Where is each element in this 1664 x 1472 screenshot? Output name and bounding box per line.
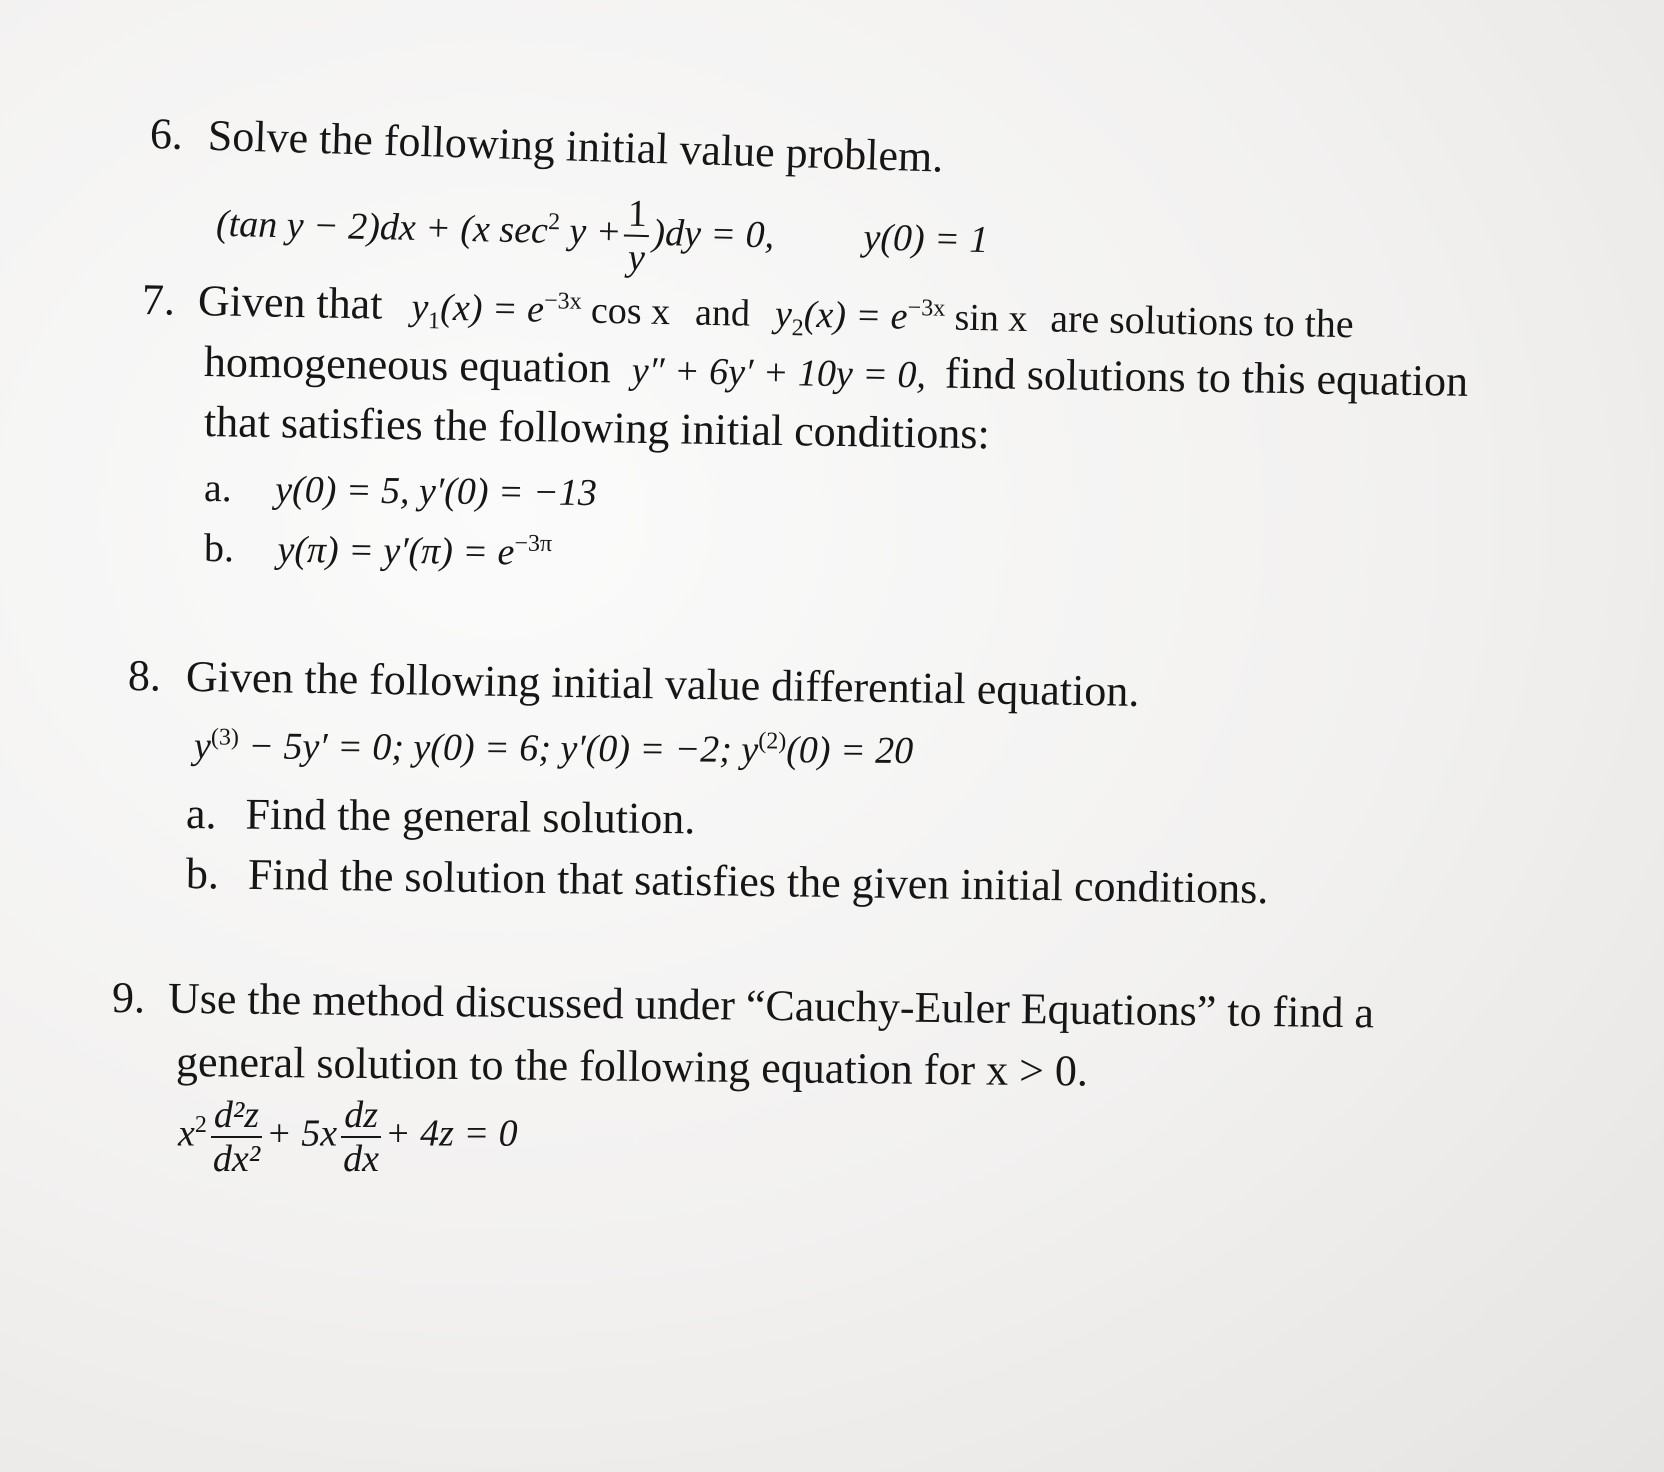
problem-7-y1-sub: 1 (427, 308, 441, 335)
problem-8-number: 8. (127, 651, 162, 701)
problem-7-and: and (694, 291, 751, 335)
problem-8-part-a (186, 786, 696, 846)
problem-7-y2-label: y (774, 293, 793, 336)
problem-9-fraction-1 (210, 1096, 263, 1178)
problem-6-eq-post: )dy = 0, (651, 211, 775, 257)
problem-8-b-label: b. (185, 849, 220, 899)
problem-8-eq-a-sup: (3) (210, 724, 240, 751)
problem-9-fraction-2 (340, 1096, 382, 1178)
problem-7-part-b (204, 524, 553, 575)
problem-8-b-text: Find the solution that satisfies the given initial conditions. (247, 849, 1269, 914)
problem-7-y2-tail: sin x (944, 296, 1028, 340)
problem-8-a-label: a. (185, 789, 217, 839)
problem-7-y1-exp: −3x (543, 288, 582, 315)
problem-7-number: 7. (141, 275, 176, 325)
problem-9-number: 9. (111, 973, 146, 1023)
problem-7-a-label: a. (203, 465, 232, 511)
problem-8-prompt: Given the following initial value differential equation. (185, 651, 1140, 716)
problem-8-equation (194, 724, 913, 773)
problem-7-y2-eq: (x) = e (803, 293, 908, 338)
problem-9-line2: general solution to the following equation for x > 0. (175, 1037, 1089, 1096)
problem-7-y2-sub: 2 (791, 315, 804, 342)
problem-8-part-b (186, 846, 1269, 916)
problem-6-number: 6. (149, 109, 184, 159)
problem-7-line-3 (204, 394, 991, 461)
problem-6-fraction (624, 192, 651, 279)
problem-6-eq-mid: y + (559, 209, 622, 254)
problem-7-y2-exp: −3x (907, 295, 946, 322)
problem-6-condition: y(0) = 1 (863, 216, 989, 261)
problem-6-eq-sup: 2 (547, 209, 561, 236)
problem-9-equation (178, 1096, 518, 1178)
problem-6-prompt: Solve the following initial value problem. (207, 110, 945, 182)
problem-7-line2-post: find solutions to this equation (944, 348, 1469, 406)
problem-7-b-eq: y(π) = y′(π) = e (277, 528, 515, 574)
problem-7-y1-eq: (x) = e (439, 286, 545, 331)
problem-7-line1-post: are solutions to the (1050, 295, 1355, 347)
problem-9-frac2-num: dz (341, 1096, 381, 1138)
problem-6-equation (215, 186, 989, 284)
problem-9-line1: Use the method discussed under “Cauchy-Euler Equations” to find a (167, 973, 1375, 1038)
problem-7-y2 (775, 293, 1028, 340)
problem-8-eq-b: − 5y′ = 0; y(0) = 6; y′(0) = −2; y (238, 725, 759, 771)
problem-7-b-label: b. (203, 525, 235, 571)
problem-9-x: x (178, 1112, 195, 1155)
problem-6-eq-pre: (tan y − 2)dx + (x sec (215, 202, 549, 252)
problem-6-frac-num: 1 (624, 195, 650, 238)
problem-9-mid: + 5x (266, 1112, 338, 1155)
problem-7-part-a (204, 464, 597, 515)
problem-8-eq-a: y (193, 725, 212, 768)
problem-9-line-1 (112, 970, 1375, 1040)
problem-9-frac1-den: dx² (212, 1138, 261, 1180)
problem-7-y1 (411, 286, 671, 333)
problem-8-eq-c: (0) = 20 (786, 729, 914, 773)
problem-9-line-2 (176, 1034, 1088, 1099)
problem-7-line3: that satisfies the following initial conditions: (203, 397, 991, 459)
problem-9-frac2-den: dx (343, 1138, 380, 1180)
problem-7-y1-tail: cos x (581, 289, 671, 334)
problem-9-x-sup: 2 (194, 1112, 207, 1139)
problem-7-y1-label: y (411, 286, 429, 329)
problem-9-frac1-num: d²z (211, 1096, 262, 1138)
problem-7-intro: Given that (197, 276, 383, 329)
problem-7-line2-pre: homogeneous equation (203, 337, 612, 393)
problem-9-tail: + 4z = 0 (385, 1112, 518, 1155)
problem-7-homogeneous-eq: y″ + 6y′ + 10y = 0, (631, 349, 927, 397)
problem-7-b-exp: −3π (514, 530, 553, 557)
problem-8-eq-b-sup: (2) (758, 728, 787, 755)
problem-6-frac-den: y (627, 236, 646, 279)
problem-6-header (149, 106, 944, 185)
problem-8-header (128, 648, 1140, 719)
problem-7-a-eq: y(0) = 5, y′(0) = −13 (275, 468, 598, 515)
problem-8-a-text: Find the general solution. (245, 789, 696, 844)
